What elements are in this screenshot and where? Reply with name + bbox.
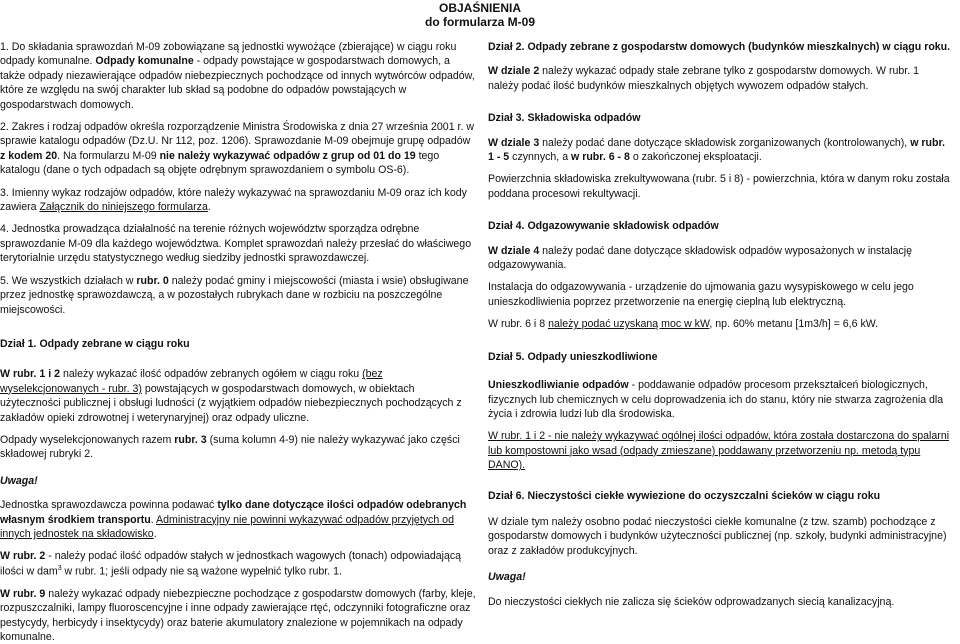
text: o zakończonej eksploatacji. [629, 151, 762, 164]
text: należy wykazać odpady stałe zebrane tylko z gospodarstw domowych. W rubr. 1 należy podać ilość budynków mieszkalnych objętych wywozem odpadów stałych. [488, 65, 920, 92]
section-1-heading: Dział 1. Odpady zebrane w ciągu roku [0, 337, 190, 350]
paragraph-4: 4. Jednostka prowadząca działalność na terenie różnych województw sporządza odrębne sprawozdanie M-09 dla każdego województwa. Komplet sprawozdań należy przesłać do właściwego terytorialnie urzędu statystycznego według siedziby jednostki sprawozdawczej. [0, 223, 472, 265]
warning-label [0, 474, 476, 488]
underlined-text: należy podać uzyskaną moc w kW [548, 318, 710, 331]
term: z kodem 20 [0, 149, 58, 162]
document-title [0, 1, 960, 29]
section-5-paragraph-1 [488, 378, 952, 421]
text: , np. 60% metanu [1m3/h] = 6,6 kW. [709, 318, 879, 331]
text: . [150, 513, 157, 526]
term: tylko dane dotyczące ilości odpadów odebranych własnym środkiem transportu [0, 499, 467, 526]
term: nie należy wykazywać odpadów z grup od 01 do 19 [159, 149, 416, 162]
section-2-paragraph [488, 64, 952, 93]
paragraph-5 [0, 274, 476, 317]
text: . [207, 201, 211, 214]
title-line-2: do formularza M-09 [424, 15, 535, 29]
section-5-paragraph-2: W rubr. 1 i 2 - nie należy wykazywać ogólnej ilości odpadów, która została dostarczona do spalarni lub kompostowni jako wsad (odpady zmieszane) poddawany przetworzeniu np. metodą typu DANO). [488, 430, 950, 472]
term: W dziale 4 [488, 244, 540, 257]
warning-text: Uwaga! [488, 571, 526, 584]
section-6-paragraph-2: Do nieczystości ciekłych nie zalicza się ścieków odprowadzanych siecią kanalizacyjną. [488, 595, 895, 608]
section-2-heading: Dział 2. Odpady zebrane z gospodarstw domowych (budynków mieszkalnych) w ciągu roku. [488, 41, 951, 53]
text: 1. Do składania sprawozdań M-09 zobowiązane są jednostki wywożące (zbierające) w ciągu roku odpady komunalne. [0, 41, 457, 68]
text: W rubr. 6 i 8 [488, 318, 549, 331]
superscript: 3 [57, 564, 62, 572]
text: należy wykazać odpady niebezpieczne pochodzące z gospodarstw domowych (farby, kleje, rozpuszczalniki, lampy fluoroscencyjne i inne odpady zawierające rtęć, odczynniki fotograficzne oraz pestycydy, herbicydy i insektycydy) oraz baterie akumulatory znalezione w pojemnikach na odpady komunalne. [0, 587, 476, 643]
section-3-paragraph-1 [488, 136, 952, 165]
section-6-paragraph-1: W dziale tym należy osobno podać nieczystości ciekłe komunalne (z tzw. szamb) pochodzące z gospodarstw domowych i budynków użyteczności publicznej (np. szkoły, budynki administracyjne) oraz z zakładów produkcyjnych. [488, 515, 947, 557]
text: należy wykazać ilość odpadów zebranych ogółem w ciągu roku [60, 368, 363, 381]
section-3-heading: Dział 3. Składowiska odpadów [488, 112, 641, 125]
term: Odpady komunalne [95, 55, 194, 68]
term: W dziale 2 [488, 65, 540, 78]
text: (suma kolumn 4-9) nie należy wykazywać jako części składowej rubryki 2. [0, 433, 460, 461]
section-1-paragraph-2 [0, 433, 476, 462]
section-6-heading: Dział 6. Nieczystości ciekłe wywiezione do oczyszczalni ścieków w ciągu roku [488, 489, 881, 502]
text: - należy podać ilość odpadów stałych w jednostkach wagowych (tonach) odpowiadającą ilości w dam [0, 550, 462, 578]
right-column [488, 40, 952, 609]
text: w rubr. 1; jeśli odpady nie są ważone wypełnić tylko rubr. 1. [61, 565, 342, 578]
text: - poddawanie odpadów procesom przekształceń biologicznych, fizycznych lub chemicznych w celu doprowadzenia ich do stanu, który nie stwarza zagrożenia dla życia i zdrowia ludzi lub dla środowiska. [488, 379, 944, 420]
text: należy podać dane dotyczące składowisk zorganizowanych (kontrolowanych), [539, 136, 911, 149]
paragraph-2 [0, 120, 476, 178]
term: w rubr. 1 - 5 [488, 136, 945, 164]
text: Jednostka sprawozdawcza powinna podawać [0, 499, 218, 512]
text: 5. We wszystkich działach w [0, 274, 137, 287]
text: powstających w gospodarstwach domowych, w obiektach użyteczności publicznej i obsługi ludności (z wyjątkiem odpadów niebezpiecznych pochodzących z zakładów opieki zdrowotnej i weterynaryjnej) oraz odpady uliczne. [0, 382, 462, 424]
text: 2. Zakres i rodzaj odpadów określa rozporządzenie Ministra Środowiska z dnia 27 września 2001 r. w sprawie katalogu odpadów (Dz.U. Nr 112, poz. 1206). Sprawozdanie M-09 obejmuje grupę odpadów [0, 121, 475, 148]
underlined-text: Administracyjny nie powinni wykazywać odpadów przyjętych od innych jednostek na składowisko [0, 513, 454, 540]
term: W rubr. 1 i 2 [0, 368, 61, 381]
text: należy podać gminy i miejscowości (miasta i wsie) obsługiwane przez jednostkę sprawozdawczą, a w pozostałych rubrykach dane w rozbiciu na poszczególne miejscowości. [0, 274, 469, 316]
section-5-heading: Dział 5. Odpady unieszkodliwione [488, 350, 658, 363]
term: w rubr. 6 - 8 [571, 151, 630, 164]
section-1-paragraph-4 [0, 549, 476, 578]
term: W dziale 3 [488, 136, 540, 149]
term: rubr. 0 [136, 274, 169, 287]
warning-text: Uwaga! [0, 474, 38, 487]
section-4-paragraph-1 [488, 244, 952, 273]
section-4-heading: Dział 4. Odgazowywanie składowisk odpadów [488, 220, 719, 233]
underlined-text: (bez wyselekcjonowanych - rubr. 3) [0, 368, 383, 395]
section-1-paragraph-3 [0, 498, 476, 541]
left-column [0, 40, 476, 644]
annex-link[interactable]: Załącznik do niniejszego formularza [39, 201, 208, 214]
term: W rubr. 9 [0, 587, 46, 600]
section-3-paragraph-2: Powierzchnia składowiska zrekultywowana (rubr. 5 i 8) - powierzchnia, która w danym roku została poddana procesowi rekultywacji. [488, 173, 950, 200]
text: Odpady wyselekcjonowanych razem [0, 433, 175, 446]
term: Unieszkodliwianie odpadów [488, 379, 629, 392]
text: - odpady powstające w gospodarstwach domowych, a także odpady niezawierające odpadów niebezpiecznych pochodzące od innych wytwórców odpadów, które ze względu na swój charakter lub skład są podobne do odpadów powstających w gospodarstwach domowych. [0, 55, 475, 111]
section-4-paragraph-3 [488, 317, 952, 331]
text: należy podać dane dotyczące składowisk odpadów wyposażonych w instalację odgazowywania. [488, 244, 912, 272]
text: . Na formularzu M-09 [57, 149, 160, 162]
warning-label [488, 570, 952, 584]
section-4-paragraph-2: Instalacja do odgazowywania - urządzenie do ujmowania gazu wysypiskowego w celu jego unieszkodliwienia poprzez przetworzenie na energię cieplną lub elektryczną. [488, 281, 914, 308]
text: 3. Imienny wykaz rodzajów odpadów, które należy wykazywać na sprawozdaniu M-09 oraz ich kody zawiera [0, 186, 467, 214]
term: W rubr. 2 [0, 550, 46, 563]
paragraph-1 [0, 40, 476, 112]
section-1-paragraph-1 [0, 367, 476, 425]
paragraph-3 [0, 186, 476, 215]
text: tego katalogu (dane o tych odpadach są objęte odrębnym sprawozdaniem o symbolu OS-6). [0, 149, 440, 177]
term: rubr. 3 [174, 433, 207, 446]
text: . [153, 527, 157, 540]
section-1-paragraph-5 [0, 587, 476, 644]
title-line-1: OBJAŚNIENIA [438, 1, 521, 15]
text: czynnych, a [509, 151, 572, 164]
